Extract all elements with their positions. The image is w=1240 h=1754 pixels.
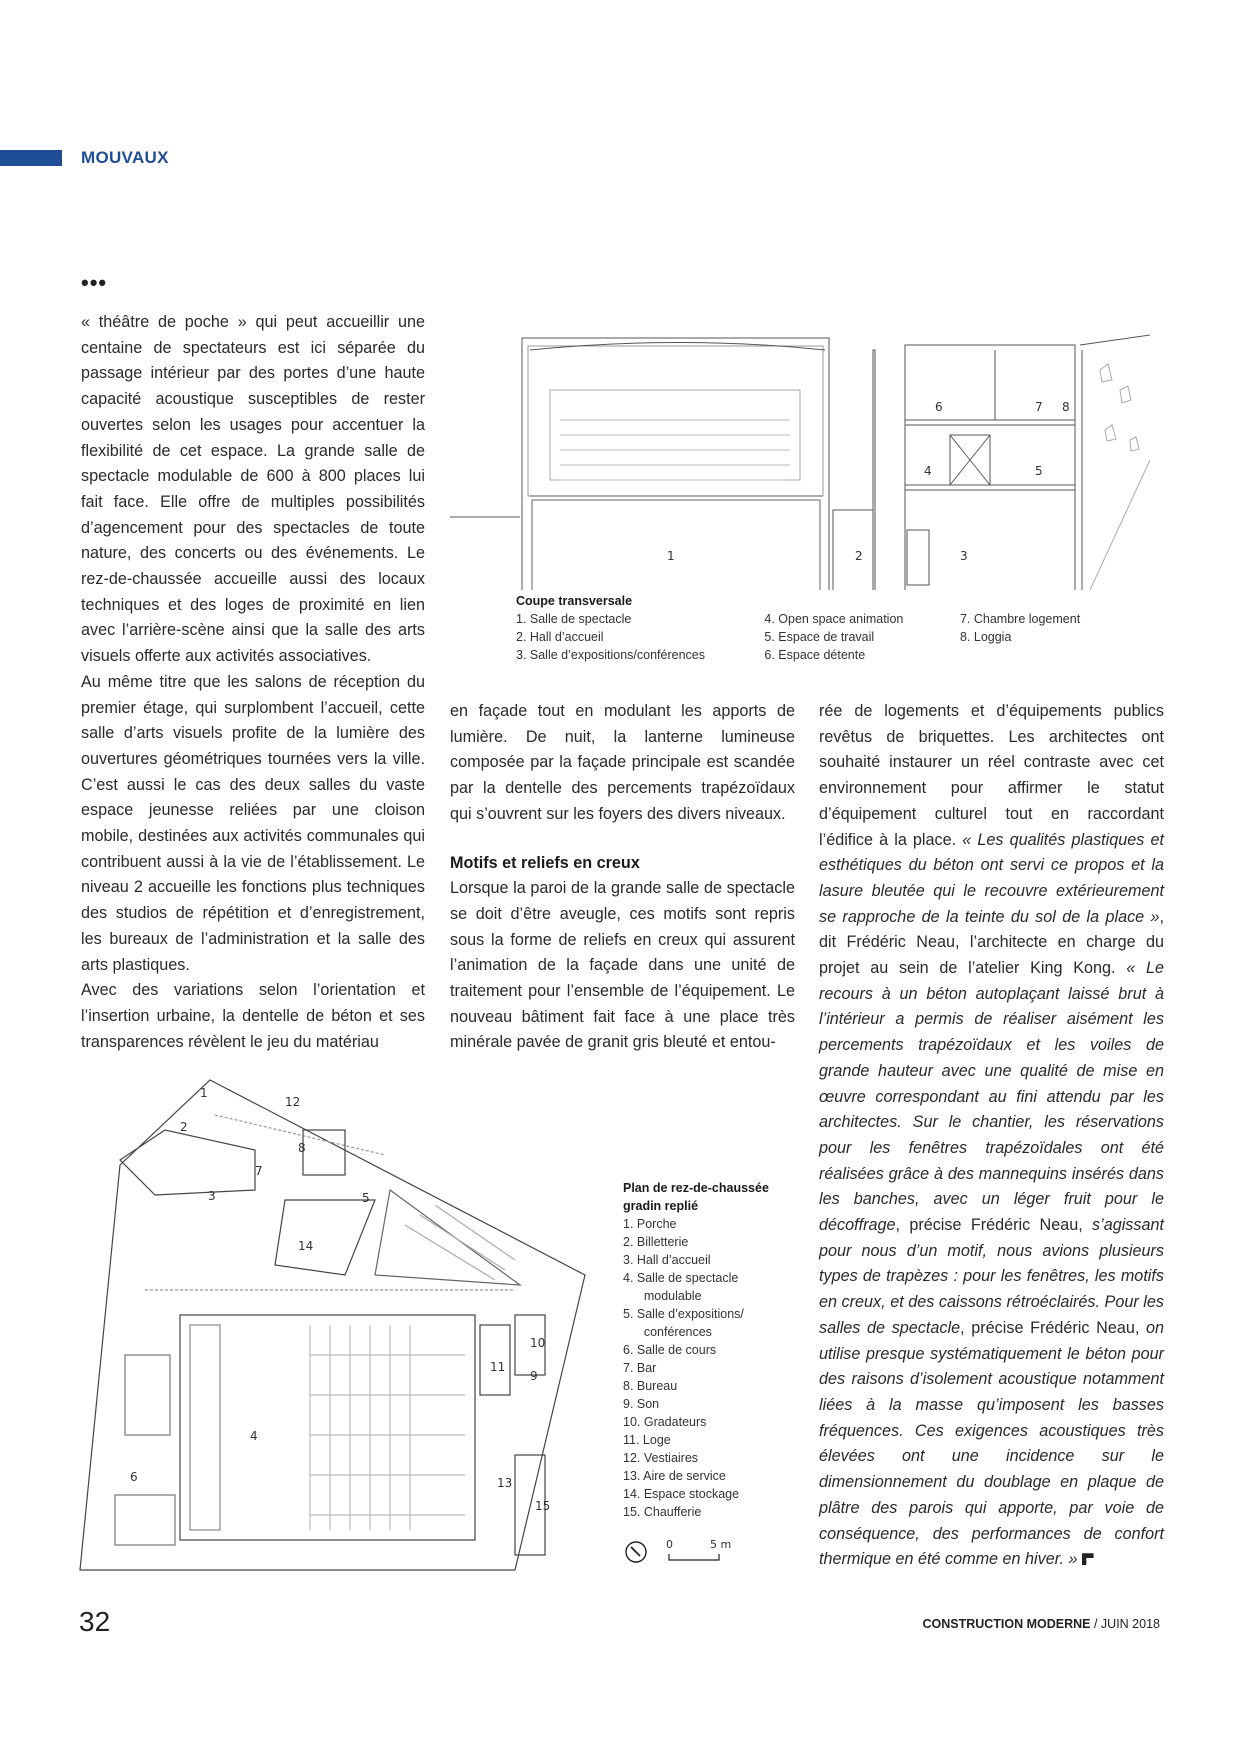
quote: « Les qualités plastiques et esthétiques du béton ont servi ce propos et la lasure bleutée qui le recouvre extérieurement se rapproche de la teinte du sol de la place »: [819, 830, 1164, 926]
section-accent-bar: [0, 150, 62, 166]
section-title: MOUVAUX: [81, 148, 169, 167]
cross-section-drawing: [450, 310, 1150, 590]
legend-item: conférences: [623, 1325, 712, 1339]
plan-label-14: 14: [298, 1239, 314, 1253]
scale-start: 0: [666, 1538, 673, 1551]
section-label-1: 1: [667, 549, 675, 563]
plan-label-9: 9: [530, 1369, 538, 1383]
section-label-6: 6: [935, 400, 943, 414]
continuation-marker: •••: [81, 270, 108, 295]
plan-label-2: 2: [180, 1120, 188, 1134]
caption-title: Coupe transversale: [516, 594, 633, 608]
legend-item: 15. Chaufferie: [623, 1505, 702, 1519]
legend-item: modulable: [623, 1289, 702, 1303]
paragraph: « théâtre de poche » qui peut accueillir une centaine de spectateurs est ici séparée du passage intérieur par des portes d’une haute capacité acoustique susceptibles de rester ouvertes selon les usages pour accentuer la flexibilité de cet espace. La grande salle de spectacle modulable de 600 à 800 places lui fait face. Elle offre de multiples possibilités d’agencement pour des spectacles de toute nature, des concerts ou des événements. Le rez-de-chaussée accueille aussi des locaux techniques et des loges de proximité en lien avec l’arrière-scène ainsi que la salle des arts visuels offerte aux activités associatives.: [81, 313, 425, 666]
quote: « Le recours à un béton autoplaçant laissé brut à l’intérieur a permis de réaliser aisément les percements trapézoïdaux et les voiles de grande hauteur avec une qualité de mise en œuvre correspondant au fini attendu par les architectes. Sur le chantier, les réservations pour les fenêtres trapézoïdales ont été réalisées grâce à des mannequins insérés dans les banches, avec un léger fruit pour le décoffrage: [819, 959, 1164, 1235]
legend-item: 12. Vestiaires: [623, 1451, 699, 1465]
paragraph: [819, 699, 1164, 1573]
plan-label-10: 10: [530, 1336, 546, 1350]
floor-plan-drawing: [75, 1075, 595, 1575]
paragraph: en façade tout en modulant les apports de lumière. De nuit, la lanterne lumineuse composée par la façade principale est scandée par la dentelle des percements trapézoïdaux qui s’ouvrent sur les foyers des divers niveaux.: [450, 702, 795, 823]
legend-item: 10. Gradateurs: [623, 1415, 707, 1429]
plan-label-4: 4: [250, 1429, 258, 1443]
scale-bar: [624, 1536, 744, 1566]
plan-label-1: 1: [200, 1086, 208, 1100]
paragraph: Avec des variations selon l’orientation et l’insertion urbaine, la dentelle de béton et ses transparences révèlent le jeu du matériau: [81, 981, 425, 1051]
legend-item: 2. Billetterie: [623, 1235, 689, 1249]
north-arrow-icon: [626, 1542, 646, 1562]
legend-item: 1. Salle de spectacle: [516, 612, 632, 626]
section-label-7: 7: [1035, 400, 1043, 414]
quote: on utilise presque systématiquement le béton pour des raisons d’isolement acoustique notamment liées à la masse qu’imposent les basses fréquences. Ces exigences acoustiques très élevées ont une incidence sur le dimensionnement du doublage en plaque de plâtre des parois qui apporte, par voie de conséquence, des performances de confort thermique en été comme en hiver. »: [819, 1318, 1165, 1569]
end-of-article-icon: [1082, 1553, 1094, 1565]
legend-item: 13. Aire de service: [623, 1469, 726, 1483]
plan-label-13: 13: [497, 1476, 513, 1490]
legend-item: 4. Salle de spectacle: [623, 1271, 739, 1285]
legend-item: 14. Espace stockage: [623, 1487, 740, 1501]
text-run: , précise Frédéric Neau,: [895, 1216, 1093, 1235]
legend-item: 7. Bar: [623, 1361, 657, 1375]
issue-date: / JUIN 2018: [1090, 1617, 1160, 1631]
magazine-footer: [922, 1617, 1160, 1631]
section-label-8: 8: [1062, 400, 1070, 414]
paragraph: Lorsque la paroi de la grande salle de spectacle se doit d’être aveugle, ces motifs sont repris sous la forme de reliefs en creux qui assurent l’animation de la façade dans une unité de traitement pour l’ensemble de l’équipement. Le nouveau bâtiment fait face à une place très minérale pavée de granit gris bleuté et entou-: [450, 879, 795, 1052]
section-label-5: 5: [1035, 464, 1043, 478]
legend-item: 5. Salle d’expositions/: [623, 1307, 744, 1321]
legend-item: 3. Salle d’expositions/conférences: [516, 648, 706, 662]
plan-label-11: 11: [490, 1360, 506, 1374]
legend-item: 7. Chambre logement: [959, 612, 1081, 626]
legend-item: 8. Bureau: [623, 1379, 678, 1393]
subheading: Motifs et reliefs en creux: [450, 853, 640, 872]
caption-title: Plan de rez-de-chaussée: [623, 1181, 769, 1195]
legend-item: 3. Hall d’accueil: [623, 1253, 711, 1267]
legend-item: 2. Hall d’accueil: [516, 630, 604, 644]
section-label-3: 3: [960, 549, 968, 563]
plan-label-8: 8: [298, 1141, 306, 1155]
legend-item: 1. Porche: [623, 1217, 677, 1231]
magazine-name: CONSTRUCTION MODERNE: [922, 1617, 1091, 1631]
legend-item: 5. Espace de travail: [764, 630, 875, 644]
page-number: 32: [79, 1606, 111, 1637]
legend-item: 9. Son: [623, 1397, 660, 1411]
article-column-1: [81, 310, 425, 1055]
scale-end: 5 m: [710, 1538, 732, 1551]
plan-label-15: 15: [535, 1499, 551, 1513]
legend-item: 6. Espace détente: [764, 648, 866, 662]
legend-item: 8. Loggia: [959, 630, 1012, 644]
text-run: rée de logements et d’équipements publics revêtus de briquettes. Les architectes ont souhaité instaurer un réel contraste avec cet environnement pour affirmer le statut d’équipement culturel tout en raccordant l’édifice à la place.: [819, 702, 1164, 849]
plan-label-6: 6: [130, 1470, 138, 1484]
legend-item: 4. Open space animation: [764, 612, 904, 626]
caption-title: gradin replié: [623, 1199, 699, 1213]
section-label-2: 2: [855, 549, 863, 563]
paragraph: Au même titre que les salons de réception du premier étage, qui surplombent l’accueil, cette salle d’arts visuels profite de la lumière des ouvertures géométriques tournées vers la ville. C’est aussi le cas des deux salles du vaste espace jeunesse reliées par une cloison mobile, destinées aux activités communales qui contribuent aussi à la vie de l’établissement. Le niveau 2 accueille les fonctions plus techniques des studios de répétition et d’enregistrement, les bureaux de l’administration et la salle des arts plastiques.: [81, 672, 425, 974]
legend-item: 6. Salle de cours: [623, 1343, 717, 1357]
article-column-2: [450, 699, 795, 1056]
plan-label-5: 5: [362, 1191, 370, 1205]
plan-label-7: 7: [255, 1164, 263, 1178]
legend-item: 11. Loge: [623, 1433, 671, 1447]
section-label-4: 4: [924, 464, 932, 478]
plan-label-3: 3: [208, 1189, 216, 1203]
quote: s’agissant pour nous d’un motif, nous avions plusieurs types de trapèzes : pour les fenêtres, les motifs en creux, et des caissons rétroéclairés. Pour les salles de spectacle: [819, 1216, 1164, 1337]
article-column-3: [819, 699, 1164, 1573]
cross-section-caption: [516, 592, 1136, 664]
text-run: , précise Frédéric Neau,: [960, 1318, 1146, 1337]
plan-label-12: 12: [285, 1095, 301, 1109]
text-run: , dit Frédéric Neau, l’architecte en charge du projet au sein de l’atelier King Kong.: [819, 907, 1164, 978]
floor-plan-caption: [623, 1179, 823, 1521]
